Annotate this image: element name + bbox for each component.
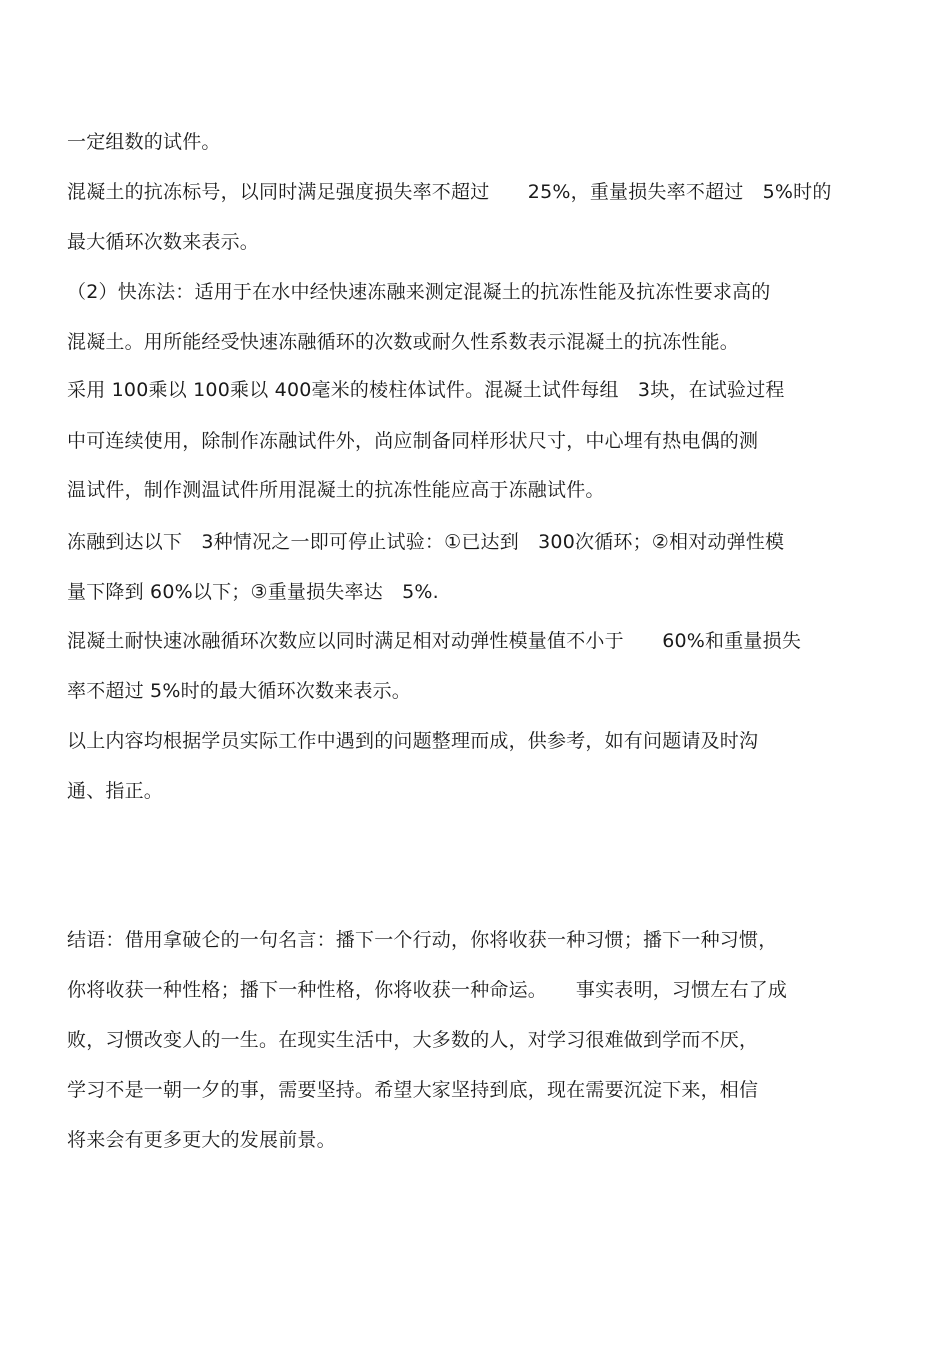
conclusion-line: 你将收获一种性格；播下一种性格，你将收获一种命运。 事实表明，习惯左右了成: [67, 979, 788, 1001]
text-line: 率不超过 5%时的最大循环次数来表示。: [67, 680, 411, 702]
text-line: 以上内容均根据学员实际工作中遇到的问题整理而成，供参考，如有问题请及时沟: [67, 730, 759, 752]
conclusion-line: 将来会有更多更大的发展前景。: [67, 1129, 336, 1151]
text-line: 混凝土耐快速冰融循环次数应以同时满足相对动弹性模量值不小于 60%和重量损失: [67, 630, 802, 652]
text-line: 采用 100乘以 100乘以 400毫米的棱柱体试件。混凝土试件每组 3块，在试验过程: [67, 379, 785, 401]
conclusion-line: 学习不是一朝一夕的事，需要坚持。希望大家坚持到底，现在需要沉淀下来，相信: [67, 1079, 759, 1101]
conclusion-line: 败，习惯改变人的一生。在现实生活中，大多数的人，对学习很难做到学而不厌，: [67, 1029, 759, 1051]
text-line: 通、指正。: [67, 780, 164, 802]
text-line: （2）快冻法：适用于在水中经快速冻融来测定混凝土的抗冻性能及抗冻性要求高的: [67, 281, 771, 303]
text-line: 量下降到 60%以下；③重量损失率达 5%.: [67, 581, 439, 603]
text-line: 冻融到达以下 3种情况之一即可停止试验：①已达到 300次循环；②相对动弹性模: [67, 531, 785, 553]
text-line: 最大循环次数来表示。: [67, 231, 260, 253]
text-line: 温试件，制作测温试件所用混凝土的抗冻性能应高于冻融试件。: [67, 479, 605, 501]
text-line: 中可连续使用，除制作冻融试件外，尚应制备同样形状尺寸，中心埋有热电偶的测: [67, 430, 759, 452]
text-line: 一定组数的试件。: [67, 131, 221, 153]
conclusion-line: 结语：借用拿破仑的一句名言：播下一个行动，你将收获一种习惯；播下一种习惯，: [67, 929, 778, 951]
text-line: 混凝土。用所能经受快速冻融循环的次数或耐久性系数表示混凝土的抗冻性能。: [67, 331, 740, 353]
text-line: 混凝土的抗冻标号，以同时满足强度损失率不超过 25%，重量损失率不超过 5%时的: [67, 181, 832, 203]
